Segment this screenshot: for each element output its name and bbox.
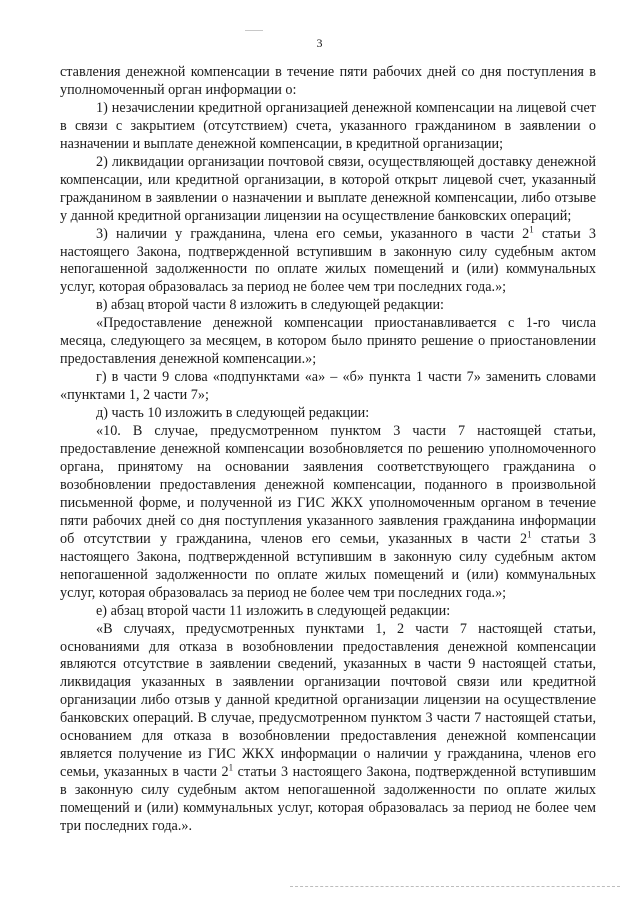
paragraph-text: ставления денежной компенсации в течение пяти рабочих дней со дня поступления в уполномоченный орган информации о: — [60, 64, 596, 98]
page-number: 3 — [316, 36, 323, 50]
paragraph-text: «Предоставление денежной компенсации приостанавливается с 1-го числа месяца, следующего за месяцем, в котором было принято решение о приостановлении предоставления денежной компенсации.»; — [60, 315, 596, 368]
paragraph-text: в) абзац второй части 8 изложить в следующей редакции: — [96, 297, 444, 314]
paragraph-p2 — [60, 154, 596, 226]
paragraph-text: г) в части 9 слова «подпунктами «а» – «б» пункта 1 части 7» заменить словами «пунктами 1, 2 части 7»; — [60, 369, 596, 404]
paragraph-p10 — [60, 621, 596, 836]
paragraph-p8 — [60, 423, 596, 603]
paragraph-p0 — [60, 64, 596, 100]
paragraph-text: 1) незачислении кредитной организацией денежной компенсации на лицевой счет в связи с закрытием (отсутствием) счета, указанного гражданином в заявлении о назначении и выплате денежной компенсации, в кредитной организации; — [60, 99, 596, 152]
paragraph-p9 — [60, 603, 596, 621]
paragraph-p1 — [60, 100, 596, 154]
document-body — [60, 64, 596, 836]
paragraph-text: 2) ликвидации организации почтовой связи, осуществляющей доставку денежной компенсации, или кредитной организации, в которой открыт лицевой счет, указанный гражданином в заявлении о назначении и выплате денежной компенсации, либо отзыве у данной кредитной организации лицензии на осуществление банковских операций; — [60, 153, 596, 224]
paragraph-text: статьи 3 настоящего Закона, подтвержденной вступившим в законную силу судебным актом непогашенной задолженности по оплате жилых помещений и (или) коммунальных услуг, которая образовалась за период не более чем три последних года.». — [60, 764, 597, 835]
paragraph-text: д) часть 10 изложить в следующей редакции: — [96, 405, 370, 422]
superscript-index: 1 — [527, 529, 532, 540]
paragraph-p6 — [60, 369, 596, 405]
paragraph-p5 — [60, 315, 596, 369]
superscript-index: 1 — [228, 762, 234, 773]
paragraph-text: е) абзац второй части 11 изложить в следующей редакции: — [96, 602, 451, 619]
paragraph-text: 3) наличии у гражданина, члена его семьи, указанного в части 2 — [96, 225, 530, 242]
paragraph-text: «10. В случае, предусмотренном пунктом 3 части 7 настоящей статьи, предоставление денежной компенсации возобновляется по решению уполномоченного органа, принятому на основании заявления соответствующего гражданина о возобновлении предоставления денежной компенсации, поданного в произвольной письменной форме, и полученной из ГИС ЖКХ уполномоченным органом в течение пяти рабочих дней со дня поступления указанного заявления гражданина информации об отсутствии у гражданина, членов его семьи, указанных в части 2 — [60, 423, 596, 547]
paragraph-text: «В случаях, предусмотренных пунктами 1, 2 части 7 настоящей статьи, основаниями для отказа в возобновлении предоставления денежной компенсации являются отсутствие в заявлении сведений, указанных в части 9 настоящей статьи, ликвидация указанных в заявлении организации почтовой связи или кредитной организации либо отзыв у данной кредитной организации лицензии на осуществление банковских операций. В случае, предусмотренном пунктом 3 части 7 настоящей статьи, основанием для отказа в возобновлении предоставления денежной компенсации является получение из ГИС ЖКХ информации о наличии у гражданина, членов его семьи, указанных в части 2 — [60, 620, 596, 781]
paragraph-p7 — [60, 405, 596, 423]
superscript-index: 1 — [529, 223, 534, 234]
scan-edge-line — [290, 886, 620, 888]
paragraph-p3 — [60, 223, 596, 298]
paragraph-text: статьи 3 настоящего Закона, подтвержденной вступившим в законную силу судебным актом непогашенной задолженности по оплате жилых помещений и (или) коммунальных услуг, которая образовалась за период не более чем три последних года.»; — [60, 225, 596, 296]
scan-mark — [245, 30, 263, 31]
paragraph-p4 — [60, 297, 596, 315]
paragraph-text: статьи 3 настоящего Закона, подтвержденной вступившим в законную силу судебным актом непогашенной задолженности по оплате жилых помещений и (или) коммунальных услуг, которая образовалась за период не более чем три последних года.»; — [60, 530, 596, 601]
